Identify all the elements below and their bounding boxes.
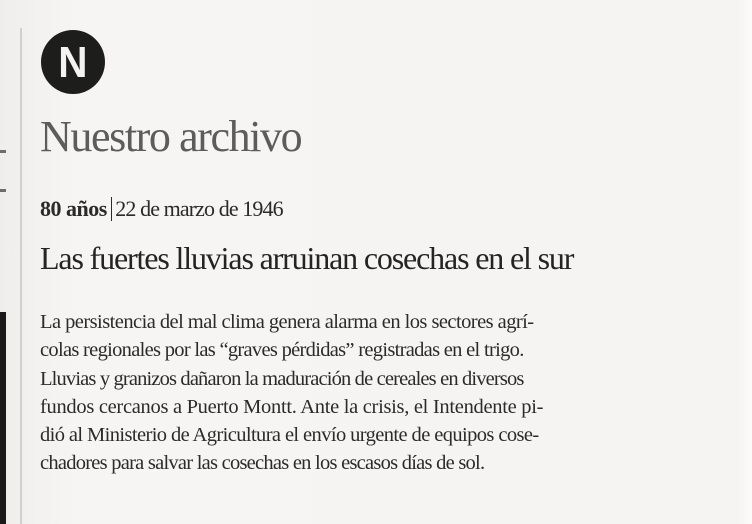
archive-date: 22 de marzo de 1946 <box>115 196 283 221</box>
article-body <box>40 308 740 478</box>
page-edge <box>738 0 752 524</box>
body-line: dió al Ministerio de Agricultura el envío urgente de equipos cose- <box>40 424 539 447</box>
body-line: Lluvias y granizos dañaron la maduración de cereales en diversos <box>40 367 524 390</box>
section-title: Nuestro archivo <box>40 112 302 161</box>
body-line: colas regionales por las “graves pérdidas” registradas en el trigo. <box>40 339 524 362</box>
article-headline: Las fuertes lluvias arruinan cosechas en el sur <box>40 240 574 276</box>
edge-mark <box>0 150 6 153</box>
column-divider <box>20 28 22 524</box>
years-ago-label: 80 años <box>40 196 107 221</box>
dateline <box>40 197 283 221</box>
newspaper-logo-icon <box>41 30 105 94</box>
dateline-separator <box>111 197 113 221</box>
logo-letter: N <box>58 38 88 87</box>
body-line: chadores para salvar las cosechas en los escasos días de sol. <box>40 452 485 475</box>
body-line: La persistencia del mal clima genera alarma en los sectores agrí- <box>40 311 534 333</box>
edge-mark <box>0 189 6 192</box>
body-line: fundos cercanos a Puerto Montt. Ante la crisis, el Intendente pi- <box>40 395 544 418</box>
adjacent-column-edge <box>0 312 6 524</box>
